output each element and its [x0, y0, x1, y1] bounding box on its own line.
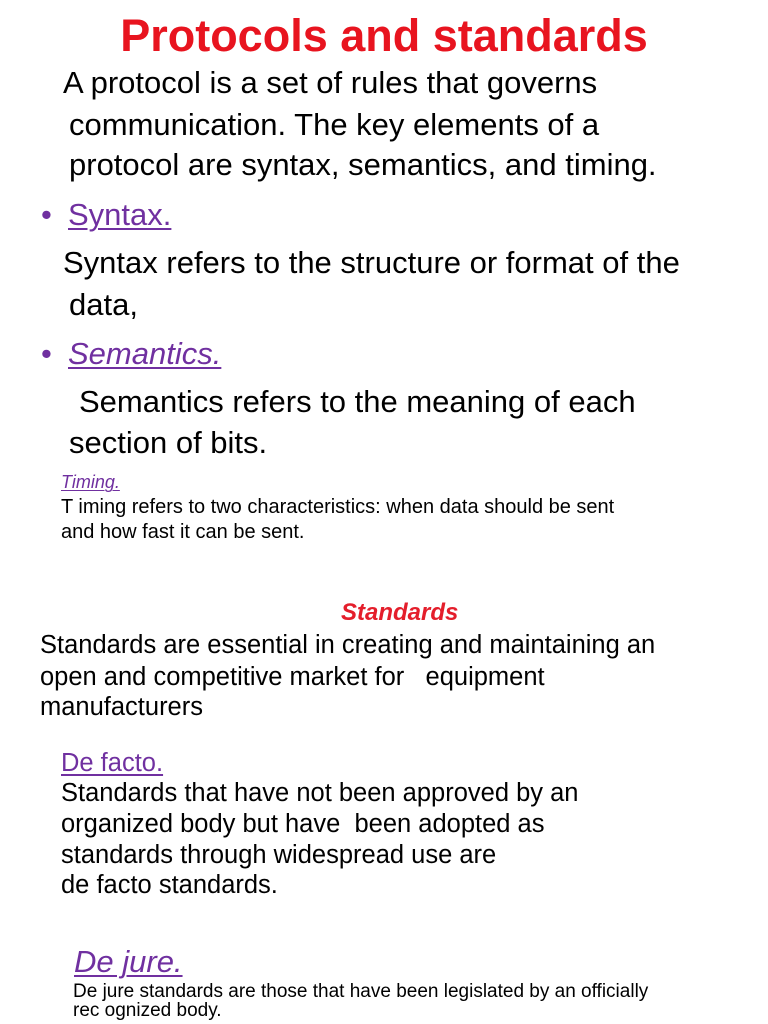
semantics-heading: Semantics.: [68, 336, 222, 371]
de-facto-text-line: Standards that have not been approved by an: [61, 779, 579, 807]
semantics-text-line: section of bits.: [69, 425, 268, 460]
bullet-syntax: •: [41, 197, 52, 232]
standards-text-line: manufacturers: [40, 693, 203, 721]
timing-heading: Timing.: [61, 472, 120, 492]
semantics-text-line: Semantics refers to the meaning of each: [79, 384, 636, 419]
de-facto-heading: De facto.: [61, 749, 164, 777]
standards-text-line: open and competitive market for equipment: [40, 663, 545, 691]
de-facto-text-line: standards through widespread use are: [61, 841, 497, 869]
de-facto-text-line: de facto standards.: [61, 871, 278, 899]
intro-line: communication. The key elements of a: [69, 107, 600, 142]
intro-line: protocol are syntax, semantics, and timing.: [69, 147, 657, 182]
page-title: Protocols and standards: [120, 10, 648, 61]
de-jure-text-line: De jure standards are those that have been legislated by an officially: [73, 981, 649, 1002]
de-jure-heading: De jure.: [74, 944, 183, 979]
intro-line: A protocol is a set of rules that governs: [63, 65, 598, 100]
standards-heading: Standards: [341, 599, 459, 626]
timing-text-line: and how fast it can be sent.: [61, 521, 305, 543]
bullet-semantics: •: [41, 336, 52, 371]
de-facto-text-line: organized body but have been adopted as: [61, 810, 545, 838]
de-jure-text-line: rec ognized body.: [73, 1000, 222, 1021]
syntax-text-line: Syntax refers to the structure or format of the: [63, 245, 680, 280]
standards-text-line: Standards are essential in creating and maintaining an: [40, 631, 656, 659]
syntax-text-line: data,: [69, 287, 138, 322]
timing-text-line: T iming refers to two characteristics: when data should be sent: [61, 496, 615, 518]
syntax-heading: Syntax.: [68, 197, 172, 232]
